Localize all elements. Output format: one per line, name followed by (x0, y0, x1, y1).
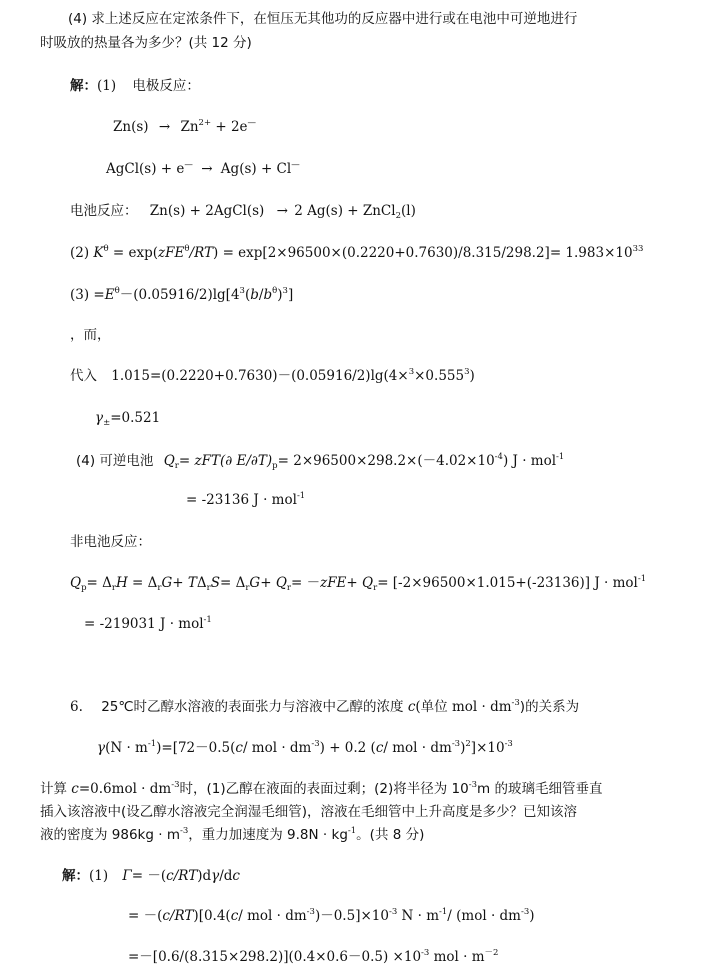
exponent: 33 (632, 244, 644, 254)
gamma-symbol: γ (95, 410, 104, 426)
gamma-result (95, 409, 160, 427)
c-symbol: c (232, 868, 240, 884)
e-symbol: E (104, 287, 115, 303)
equilibrium-constant-line (70, 244, 643, 262)
exponent: -3 (311, 739, 320, 749)
qp-line (70, 574, 646, 592)
zn-reactant: Zn(s) (113, 119, 149, 135)
equals-minus: = －( (128, 908, 163, 924)
delta: = Δ (219, 575, 246, 591)
reversible-cell-line (76, 452, 564, 470)
zft: zFT (194, 453, 220, 469)
partial-derivative: (∂ E/∂T) (219, 453, 273, 469)
c-symbol: c (71, 781, 79, 797)
subscript: r (157, 583, 162, 593)
derivative: )d (197, 868, 212, 884)
exponent: -1 (637, 574, 647, 584)
exponent: -1 (556, 452, 565, 462)
solution-label: 解： (70, 78, 97, 94)
qp-result-value: = -219031 J · mol (84, 616, 204, 632)
substitution-expr: 1.015=(0.2220+0.7630)－(0.05916/2)lg(4× (111, 368, 409, 384)
electrode-label: 电极反应： (132, 78, 200, 94)
substitution-expr-2: ×0.555 (414, 368, 465, 384)
agcl-half-reaction (106, 160, 300, 178)
exponent: 2 (465, 739, 471, 749)
exponent: -3 (504, 739, 513, 749)
exponent: 3 (464, 367, 470, 377)
formula-part: / mol · dm (238, 908, 307, 924)
q-symbol: Q (163, 453, 175, 469)
question-6-body-3 (40, 826, 424, 844)
minus-sign: — (247, 118, 257, 128)
gamma-symbol: γ (211, 868, 220, 884)
paren: ) (469, 368, 475, 384)
plus: + (346, 575, 363, 591)
exponent: -3 (421, 948, 430, 958)
question-text: ，重力加速度为 9.8N · kg (188, 827, 348, 843)
formula-part: ) (460, 740, 466, 756)
subscript: p (272, 461, 278, 471)
plus: + (260, 575, 276, 591)
question-text: 时，(1)乙醇在液面的表面过剩；(2)将半径为 10 (179, 781, 469, 797)
question-text: m 的玻璃毛细管垂直 (477, 781, 603, 797)
exponent: -4 (494, 452, 503, 462)
exponent: -1 (147, 739, 157, 749)
paren: ( (244, 287, 251, 303)
q-symbol: Q (275, 575, 287, 591)
exponent: 3 (239, 286, 245, 296)
c-over-rt: c/RT (162, 908, 194, 924)
formula-part: / mol · dm (383, 740, 452, 756)
exponent: -3 (511, 698, 520, 708)
arrow: → (276, 203, 288, 219)
exponent: -3 (520, 907, 530, 917)
question-text: 25℃时乙醇水溶液的表面张力与溶液中乙醇的浓度 (101, 699, 404, 715)
equals-exp: = exp( (108, 245, 159, 261)
g-symbol: G (249, 575, 261, 591)
unit: ) J · mol (502, 453, 557, 469)
exponent: -1 (203, 615, 212, 625)
subscript: 2 (395, 211, 402, 221)
theta: θ (103, 244, 109, 254)
subscript: r (111, 583, 116, 593)
question-6-body-2: 插入该溶液中(设乙醇水溶液完全润湿毛细管)，溶液在毛细管中上升高度是多少？已知该溶 (40, 804, 578, 820)
zn-ion: Zn (180, 119, 199, 135)
zfe: zFE (320, 575, 347, 591)
c-symbol: c (375, 740, 384, 756)
slash: / (258, 287, 264, 303)
qr-calculation: = 2×96500×298.2×(－4.02×10 (277, 453, 495, 469)
derivative: /d (219, 868, 233, 884)
substitution-line (70, 367, 475, 385)
exponent: 3 (408, 367, 415, 377)
question-6-body-1 (40, 780, 602, 798)
qp-result (84, 615, 212, 633)
nernst-term: －(0.05916/2)lg[4 (119, 287, 240, 303)
exponent: -3 (171, 780, 180, 790)
unit-text: (单位 mol · dm (415, 699, 512, 715)
reversible-cell-result (186, 491, 305, 509)
h-symbol: H (115, 575, 128, 591)
subscript: r (373, 583, 378, 593)
s-symbol: S (210, 575, 220, 591)
exponent: -3 (451, 739, 461, 749)
theta: θ (184, 244, 190, 254)
c-symbol: c (230, 908, 239, 924)
formula-part: / (mol · dm (447, 908, 521, 924)
theta: θ (114, 286, 120, 296)
part-4-label: (4) 可逆电池 (76, 453, 154, 469)
q-symbol: Q (70, 575, 82, 591)
slash: / (189, 245, 195, 261)
exponent: -1 (439, 907, 448, 917)
question-4-line-1: (4) 求上述反应在定浓条件下，在恒压无其他功的反应器中进行或在电池中可逆地进行 (68, 11, 578, 27)
question-6-line-1 (70, 698, 579, 716)
c-over-rt: c/RT (166, 868, 198, 884)
electrons: + 2e (215, 119, 248, 135)
solution-6-line-1 (62, 867, 240, 885)
q-symbol: Q (362, 575, 374, 591)
part-number: (1) (97, 78, 117, 94)
bracket: ] (287, 287, 294, 303)
exponent: -3 (179, 826, 189, 836)
question-text: 。(共 8 分) (356, 827, 425, 843)
exponent: -3 (468, 780, 477, 790)
part-number: (2) (70, 245, 94, 261)
rt: RT (194, 245, 214, 261)
solution-6-line-2 (128, 907, 535, 925)
c-symbol: c (407, 699, 416, 715)
b-symbol: b (250, 287, 259, 303)
subscript: r (286, 583, 291, 593)
solution-6-line-3 (128, 948, 498, 966)
formula-part: (N · m (105, 740, 148, 756)
question-4-line-2: 时吸放的热量各为多少？(共 12 分) (40, 35, 252, 51)
cell-reactants: Zn(s) + 2AgCl(s) (149, 203, 265, 219)
formula-part: / mol · dm (242, 740, 312, 756)
exponent: -3 (306, 907, 315, 917)
zfe: zFE (158, 245, 185, 261)
solution-label: 解： (62, 868, 89, 884)
k-symbol: K (93, 245, 104, 261)
agcl-reactant: AgCl(s) + e (106, 161, 185, 177)
formula-part: N · m (397, 908, 440, 924)
equals-minus: = － (290, 575, 321, 591)
er-line: ，而， (70, 327, 111, 343)
delta: = Δ (86, 575, 112, 591)
minus-sign: — (184, 160, 193, 170)
formula-part: )－0.5]×10 (314, 908, 389, 924)
part-number: (3) = (70, 287, 105, 303)
paren: ) (277, 287, 283, 303)
gamma-symbol: γ (97, 740, 106, 756)
subscript: r (174, 461, 179, 471)
exponent: -1 (347, 826, 357, 836)
subscript: p (81, 583, 87, 593)
t-term: + T (172, 575, 197, 591)
cell-reaction (70, 202, 416, 220)
zn-half-reaction (113, 118, 256, 136)
exponent: -3 (388, 907, 398, 917)
part-number: (1) (89, 868, 109, 884)
charge: 2+ (198, 118, 212, 128)
subscript: r (245, 583, 250, 593)
exponent: 3 (282, 286, 288, 296)
part-3-line (70, 286, 293, 304)
g-symbol: G (161, 575, 173, 591)
non-battery-label: 非电池反应： (70, 534, 151, 550)
formula-part: =－[0.6/(8.315×298.2)](0.4×0.6－0.5) ×10 (128, 949, 422, 965)
subscript: ± (103, 418, 111, 428)
formula-part: ) + 0.2 ( (319, 740, 376, 756)
gamma-symbol: Γ (122, 868, 132, 884)
theta: θ (272, 286, 278, 296)
subscript: r (206, 583, 211, 593)
formula-part: )=[72－0.5( (156, 740, 236, 756)
question-text: 液的密度为 986kg · m (40, 827, 180, 843)
qp-calculation: = [-2×96500×1.015+(-23136)] J · mol (377, 575, 638, 591)
ag-product: Ag(s) + Cl (220, 161, 292, 177)
c-symbol: c (235, 740, 243, 756)
qr-result: = -23136 J · mol (186, 492, 297, 508)
phase: (l) (401, 203, 416, 219)
cell-reaction-label: 电池反应： (70, 203, 138, 219)
b-symbol: b (263, 287, 273, 303)
unit: mol · m (429, 949, 485, 965)
delta: Δ (196, 575, 207, 591)
formula-part: ]×10 (470, 740, 505, 756)
solution-header (70, 77, 200, 95)
question-text-end: )的关系为 (519, 699, 580, 715)
k-calculation: ) = exp[2×96500×(0.2220+0.7630)/8.315/298.2]= 1.983×10 (213, 245, 633, 261)
arrow: → (201, 161, 213, 177)
formula-part: ) (529, 908, 535, 924)
gamma-value: =0.521 (110, 410, 161, 426)
substitute-label: 代入 (70, 368, 97, 384)
arrow: → (158, 119, 171, 135)
exponent: －2 (484, 948, 499, 958)
concentration: =0.6mol · dm (78, 781, 172, 797)
equals: = (178, 453, 195, 469)
cell-products: 2 Ag(s) + ZnCl (294, 203, 396, 219)
formula-part: )[0.4( (193, 908, 231, 924)
question-number: 6. (70, 699, 83, 715)
question-text: 计算 (40, 781, 67, 797)
minus-sign: — (291, 160, 300, 170)
equals-minus: = －( (131, 868, 167, 884)
surface-tension-formula (97, 739, 513, 757)
delta: = Δ (127, 575, 158, 591)
exponent: -1 (296, 491, 306, 501)
